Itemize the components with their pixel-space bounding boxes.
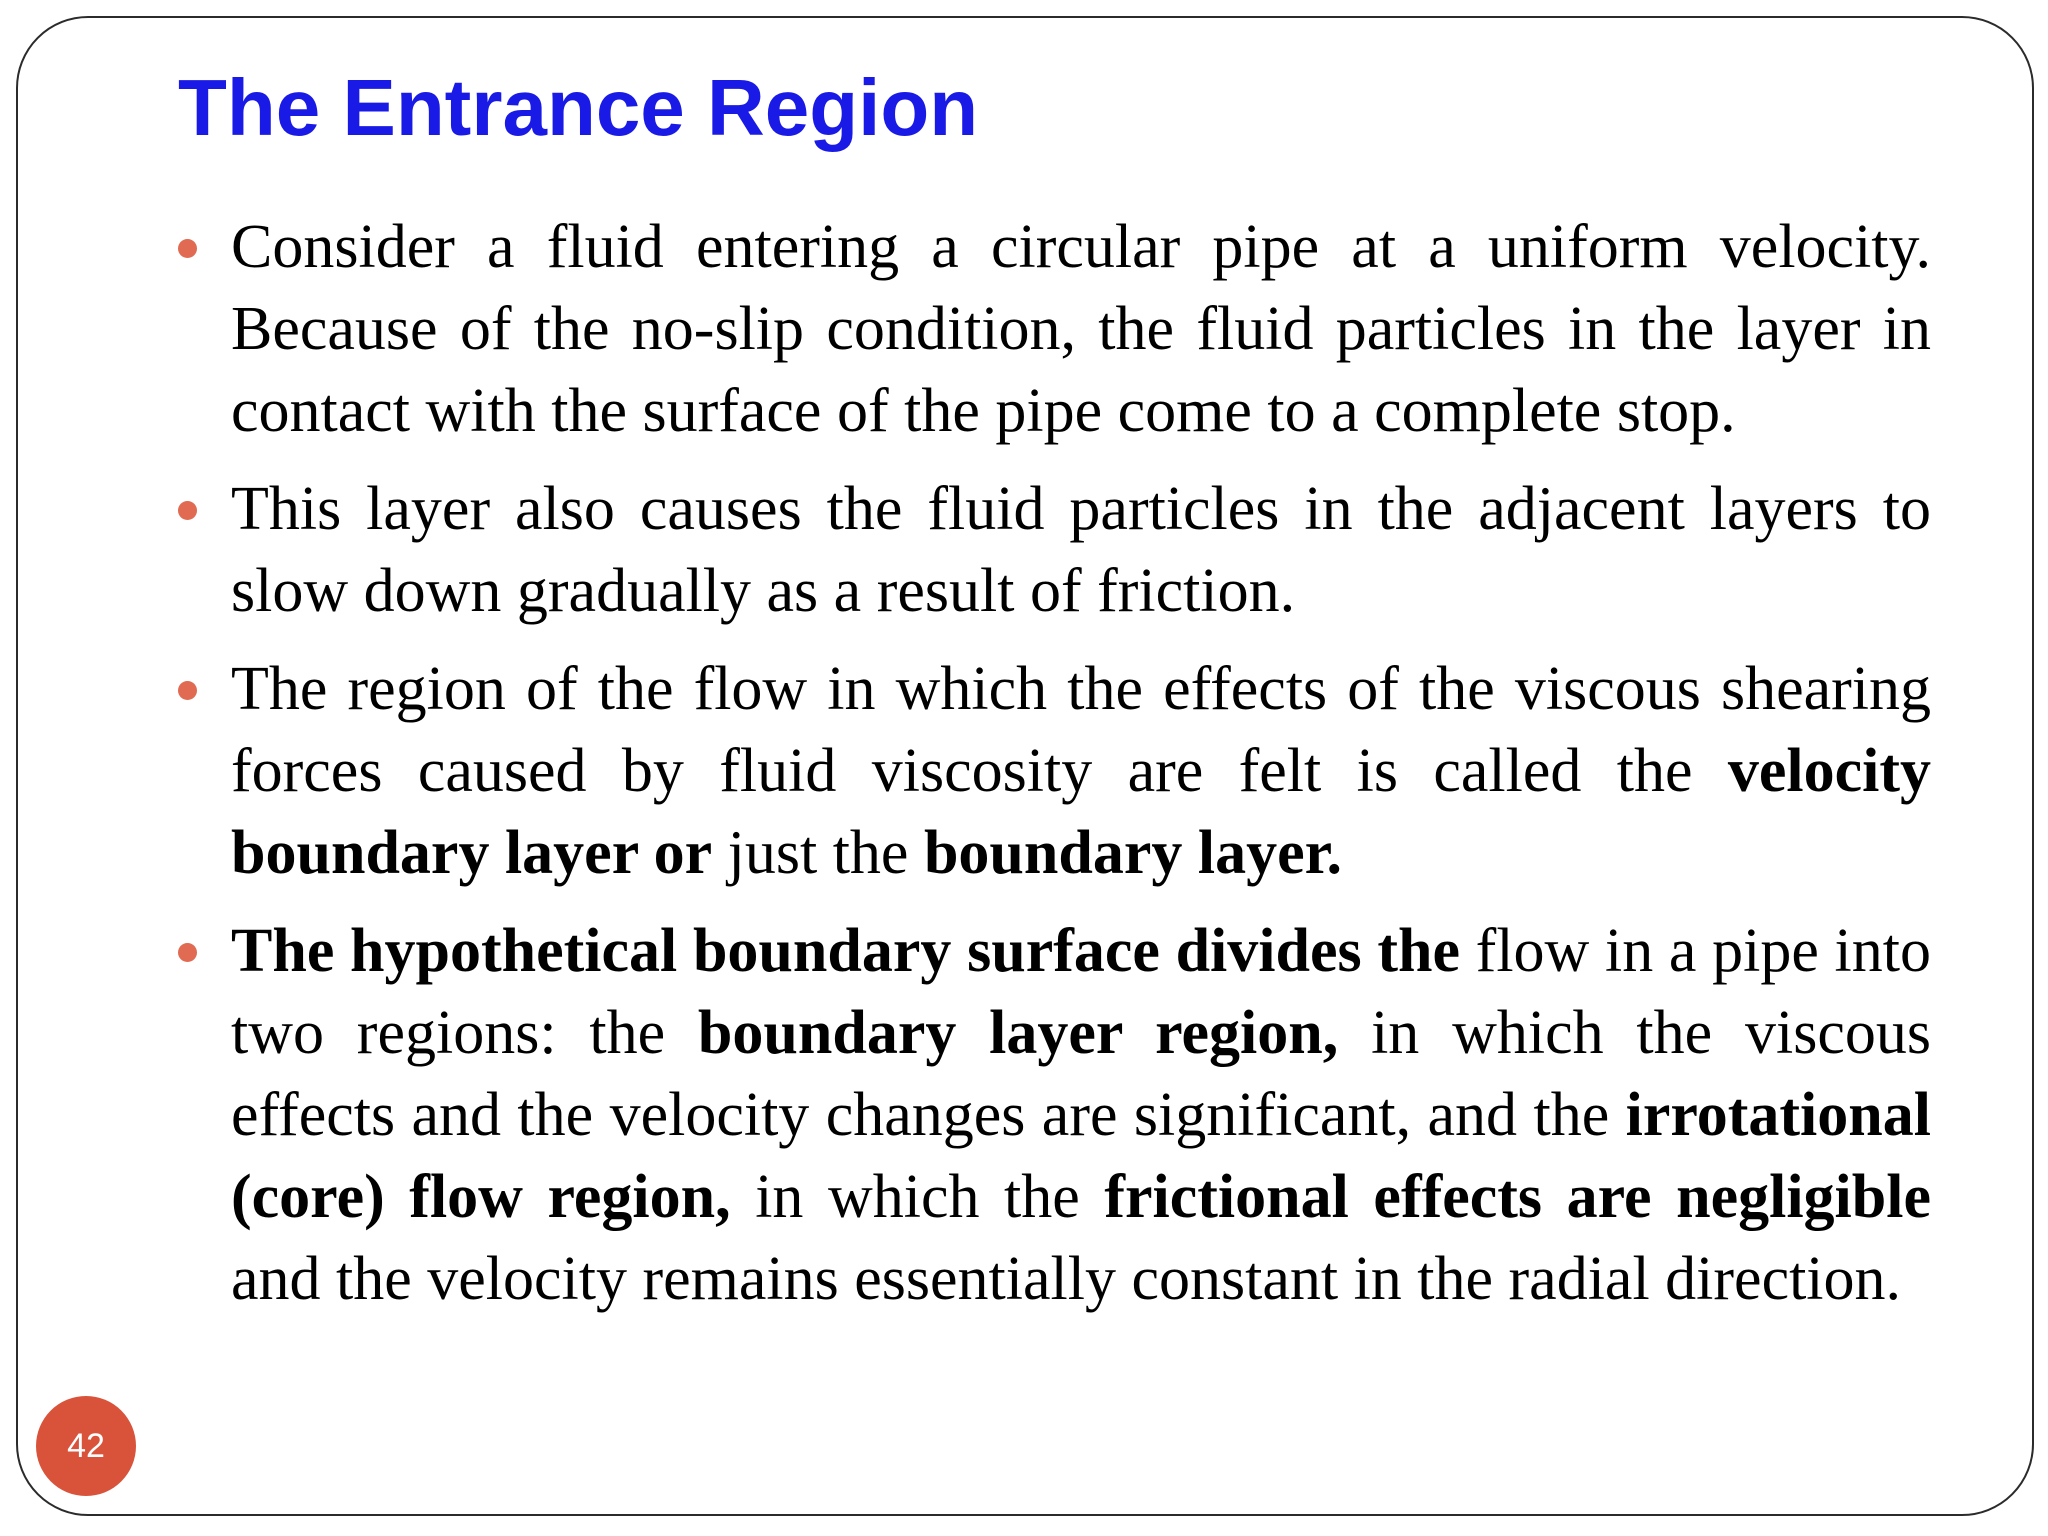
bold-term: The hypothetical boundary surface divides the	[231, 917, 1460, 985]
bullet-text: Consider a fluid entering a circular pipe at a uniform velocity. Because of the no-slip condition, the fluid particles in the layer in contact with the surface of the pipe come to a complete stop.	[231, 213, 1931, 445]
bullet-dot-icon	[178, 943, 197, 962]
bullet-item	[231, 910, 1931, 1320]
bold-term: boundary layer.	[923, 819, 1342, 887]
slide-title: The Entrance Region	[178, 63, 979, 152]
bullet-item	[231, 648, 1931, 894]
bullet-dot-icon	[178, 681, 197, 700]
bullet-text: flow in a pipe into two regions: the	[231, 917, 1932, 1067]
bullet-text: This layer also causes the fluid particles in the adjacent layers to slow down gradually as a result of friction.	[231, 475, 1931, 625]
bullet-text: in which the	[730, 1163, 1105, 1231]
bullet-text: just the	[712, 819, 924, 887]
bullet-text: The region of the flow in which the effects of the viscous shearing forces caused by fluid viscosity are felt is called the	[231, 655, 1931, 805]
bold-term: frictional effects are negligible	[1104, 1163, 1931, 1231]
bold-term: velocity boundary layer or	[231, 737, 1931, 887]
page-number-badge: 42	[36, 1396, 136, 1496]
bullet-text: in which the viscous effects and the velocity changes are significant, and the	[231, 999, 1931, 1149]
bold-term: boundary layer region,	[697, 999, 1339, 1067]
bullet-dot-icon	[178, 501, 197, 520]
bold-term: irrotational (core) flow region,	[231, 1081, 1931, 1231]
bullet-dot-icon	[178, 239, 197, 258]
slide	[16, 16, 2034, 1516]
bullet-list	[231, 206, 1931, 1336]
bullet-text: and the velocity remains essentially constant in the radial direction.	[231, 1245, 1902, 1313]
bullet-item	[231, 206, 1931, 452]
bullet-item	[231, 468, 1931, 632]
